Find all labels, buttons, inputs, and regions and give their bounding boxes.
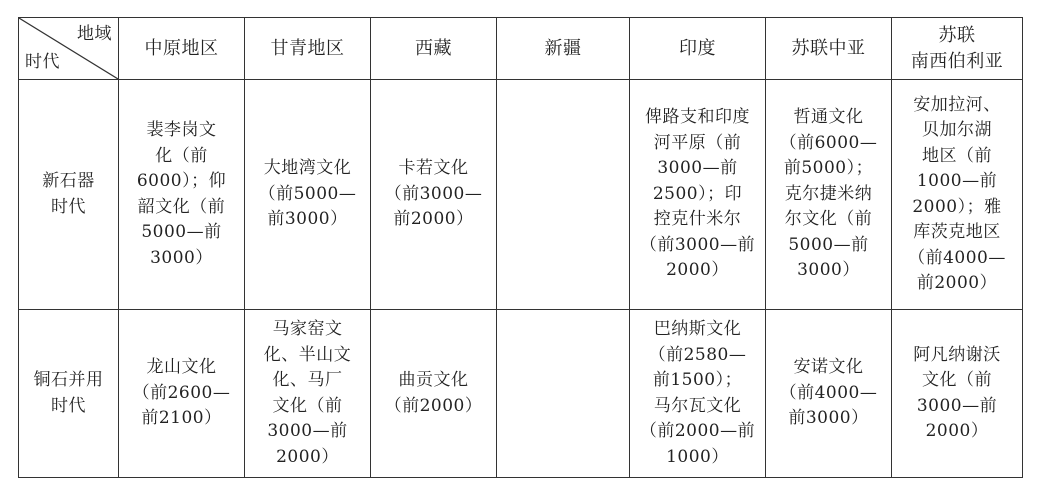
culture-cell: 巴纳斯文化 （前2580— 前1500）； 马尔瓦文化 （前2000—前 1000）: [630, 310, 766, 478]
era-cell: 新石器 时代: [19, 80, 119, 310]
column-header: 西藏: [371, 18, 497, 80]
culture-cell: 阿凡纳谢沃 文化（前 3000—前 2000）: [892, 310, 1023, 478]
column-header: 印度: [630, 18, 766, 80]
column-header: 新疆: [497, 18, 630, 80]
culture-cell: 龙山文化 （前2600— 前2100）: [119, 310, 245, 478]
culture-cell: 卡若文化 （前3000— 前2000）: [371, 80, 497, 310]
column-header: 甘青地区: [245, 18, 371, 80]
culture-cell: 曲贡文化 （前2000）: [371, 310, 497, 478]
era-cell: 铜石并用 时代: [19, 310, 119, 478]
header-row: [19, 18, 1023, 80]
corner-header-cell: [19, 18, 119, 80]
corner-era-label: 时代: [25, 51, 60, 72]
culture-cell: 俾路支和印度 河平原（前 3000—前 2500）；印 控克什米尔 （前3000—前 2000）: [630, 80, 766, 310]
table-row: [19, 80, 1023, 310]
column-header: 中原地区: [119, 18, 245, 80]
corner-region-label: 地域: [77, 24, 112, 44]
culture-cell: 安诺文化 （前4000— 前3000）: [766, 310, 892, 478]
column-header: 苏联中亚: [766, 18, 892, 80]
culture-cell: 马家窑文 化、半山文 化、马厂 文化（前 3000—前 2000）: [245, 310, 371, 478]
culture-cell: 哲通文化 （前6000— 前5000）； 克尔捷米纳 尔文化（前 5000—前 3000）: [766, 80, 892, 310]
era-region-table: [18, 17, 1023, 478]
culture-cell: [497, 80, 630, 310]
column-header: 苏联 南西伯利亚: [892, 18, 1023, 80]
culture-cell: 大地湾文化 （前5000— 前3000）: [245, 80, 371, 310]
culture-cell: 裴李岗文 化（前 6000）；仰 韶文化（前 5000—前 3000）: [119, 80, 245, 310]
table-row: [19, 310, 1023, 478]
culture-cell: [497, 310, 630, 478]
culture-cell: 安加拉河、 贝加尔湖 地区（前 1000—前 2000）；雅 库茨克地区 （前4000— 前2000）: [892, 80, 1023, 310]
